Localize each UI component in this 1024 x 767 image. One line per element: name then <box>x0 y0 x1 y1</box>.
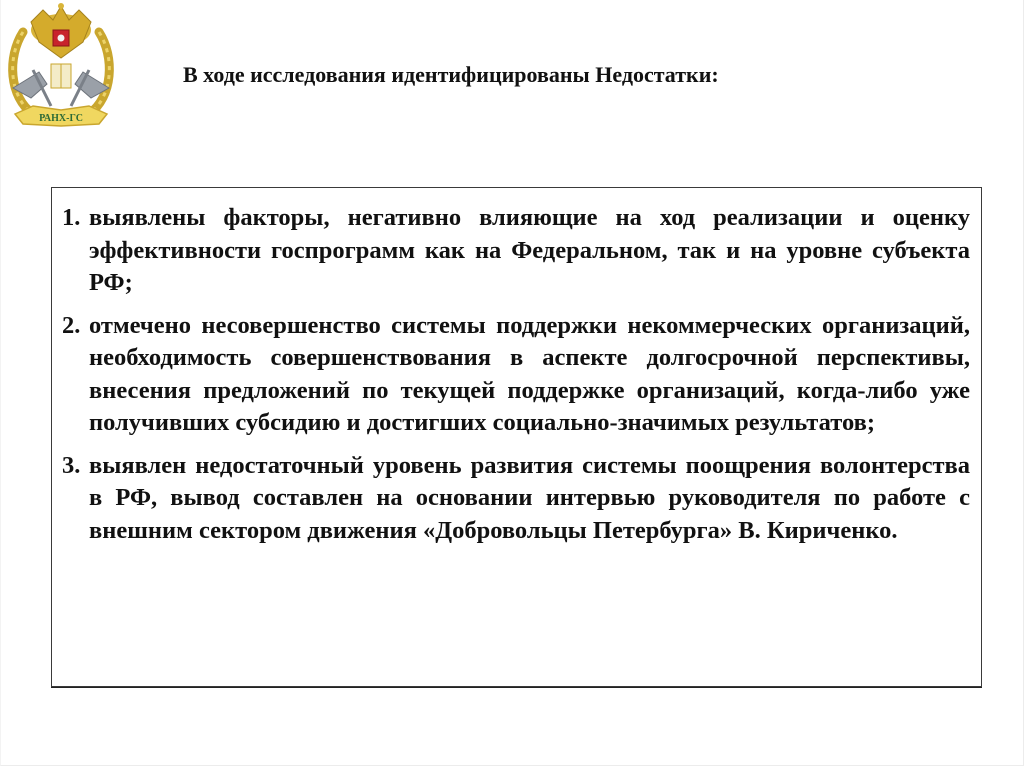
list-item <box>62 450 971 548</box>
findings-box <box>51 187 982 687</box>
list-item-number: 3. <box>62 451 81 479</box>
list-item-text: выявлены факторы, негативно влияющие на ход реализации и оценку эффективности госпрограмм как на Федеральном, так и на уровне субъекта РФ; <box>89 204 970 296</box>
svg-text:РАНХ-ГС: РАНХ-ГС <box>39 113 83 124</box>
list-item <box>62 310 971 440</box>
ranepa-emblem-icon <box>3 2 119 134</box>
list-item-text: отмечено несовершенство системы поддержки некоммерческих организаций, необходимость совершенствования в аспекте долгосрочной перспективы, внесения предложений по текущей поддержке организаций, когда-либо уже получивших субсидию и достигших социально-значимых результатов; <box>89 311 970 436</box>
list-item-number: 2. <box>62 311 81 339</box>
slide-title: В ходе исследования идентифицированы Недостатки: <box>183 62 719 87</box>
list-item-text: выявлен недостаточный уровень развития системы поощрения волонтерства в РФ, вывод составлен на основании интервью руководителя по работе с внешним сектором движения «Добровольцы Петербурга» В. Кириченко. <box>89 451 970 544</box>
list-item <box>62 202 971 300</box>
list-item-number: 1. <box>62 204 81 231</box>
findings-list <box>62 202 971 547</box>
